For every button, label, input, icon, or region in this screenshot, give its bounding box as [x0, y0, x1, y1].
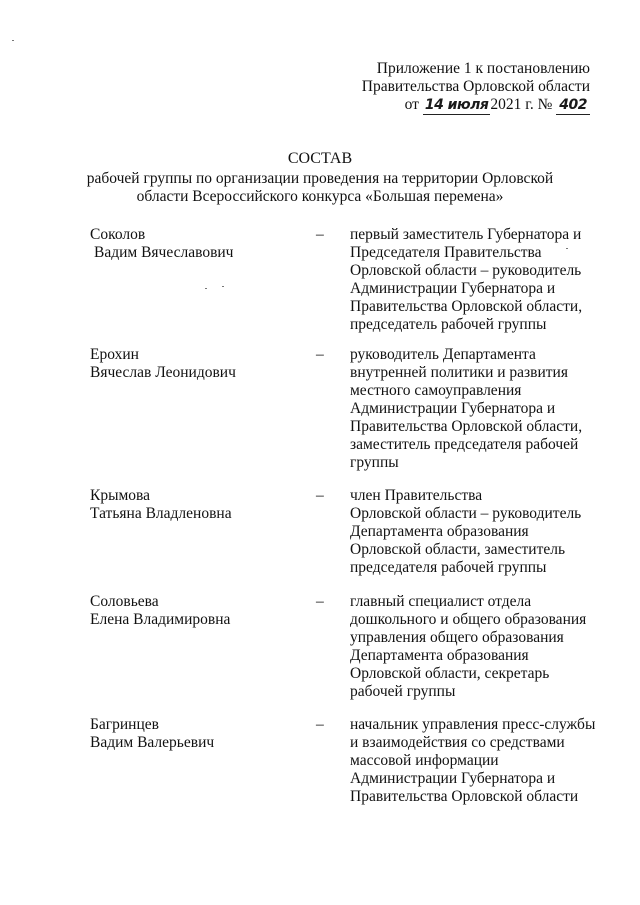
- title-line-1: рабочей группы по организации проведения на территории Орловской: [86, 170, 554, 187]
- role-line: управления общего образования: [350, 629, 564, 646]
- member-dash: –: [316, 226, 324, 243]
- annex-date-line: [340, 96, 590, 115]
- role-line: Правительства Орловской области,: [350, 418, 583, 435]
- member-surname: Ерохин: [90, 346, 139, 363]
- handwritten-number: 402: [556, 96, 590, 115]
- role-line: председатель рабочей группы: [350, 316, 547, 333]
- role-line: и взаимодействия со средствами: [350, 734, 565, 751]
- member-dash: –: [316, 716, 324, 733]
- member-name: [90, 226, 305, 262]
- member-surname: Соловьева: [90, 593, 159, 610]
- role-line: Департамента образования: [350, 523, 529, 540]
- role-line: Правительства Орловской области,: [350, 298, 583, 315]
- member-given-name: Вадим Вячеславович: [94, 244, 234, 261]
- role-line: массовой информации: [350, 752, 499, 769]
- date-prefix: от: [404, 96, 419, 113]
- annex-line-2: Правительства Орловской области: [361, 78, 590, 95]
- role-line: Администрации Губернатора и: [350, 770, 556, 787]
- member-name: [90, 593, 305, 629]
- handwritten-date: 14 июля: [424, 97, 489, 113]
- role-line: Председателя Правительства: [350, 244, 542, 261]
- member-surname: Крымова: [90, 487, 151, 504]
- member-role: [350, 593, 600, 701]
- role-line: председателя рабочей группы: [350, 559, 547, 576]
- role-line: начальник управления пресс-службы: [350, 716, 596, 733]
- member-name: [90, 716, 305, 752]
- member-role: [350, 346, 600, 472]
- scan-speck: [566, 248, 568, 249]
- member-given-name: Елена Владимировна: [90, 611, 231, 628]
- scan-speck: [205, 288, 207, 289]
- role-line: внутренней политики и развития: [350, 364, 568, 381]
- role-line: Орловской области – руководитель: [350, 505, 582, 522]
- member-dash: –: [316, 346, 324, 363]
- role-line: Орловской области – руководитель: [350, 262, 582, 279]
- annex-header: [340, 60, 590, 115]
- member-dash: –: [316, 593, 324, 610]
- role-line: главный специалист отдела: [350, 593, 532, 610]
- member-given-name: Вадим Валерьевич: [90, 734, 215, 751]
- member-role: [350, 226, 600, 334]
- role-line: рабочей группы: [350, 683, 456, 700]
- member-dash: –: [316, 487, 324, 504]
- role-line: Департамента образования: [350, 647, 529, 664]
- role-line: руководитель Департамента: [350, 346, 536, 363]
- member-given-name: Татьяна Владленовна: [90, 505, 232, 522]
- title-line-2: области Всероссийского конкурса «Большая перемена»: [136, 188, 504, 205]
- annex-line-1: Приложение 1 к постановлению: [376, 60, 590, 77]
- role-line: Администрации Губернатора и: [350, 280, 556, 297]
- role-line: местного самоуправления: [350, 382, 522, 399]
- role-line: Орловской области, секретарь: [350, 665, 550, 682]
- member-surname: Соколов: [90, 226, 146, 243]
- scan-speck: [222, 286, 224, 287]
- role-line: Орловской области, заместитель: [350, 541, 566, 558]
- year-text: 2021 г. №: [490, 96, 553, 113]
- role-line: дошкольного и общего образования: [350, 611, 587, 628]
- role-line: член Правительства: [350, 487, 483, 504]
- document-title: [60, 150, 580, 206]
- member-role: [350, 716, 600, 806]
- scan-speck: [12, 40, 14, 41]
- member-name: [90, 346, 305, 382]
- member-surname: Багринцев: [90, 716, 159, 733]
- role-line: Администрации Губернатора и: [350, 400, 556, 417]
- role-line: первый заместитель Губернатора и: [350, 226, 582, 243]
- role-line: группы: [350, 454, 399, 471]
- role-line: Правительства Орловской области: [350, 788, 579, 805]
- title-heading: СОСТАВ: [287, 150, 353, 167]
- role-line: заместитель председателя рабочей: [350, 436, 579, 453]
- member-role: [350, 487, 600, 577]
- member-name: [90, 487, 305, 523]
- member-given-name: Вячеслав Леонидович: [90, 364, 236, 381]
